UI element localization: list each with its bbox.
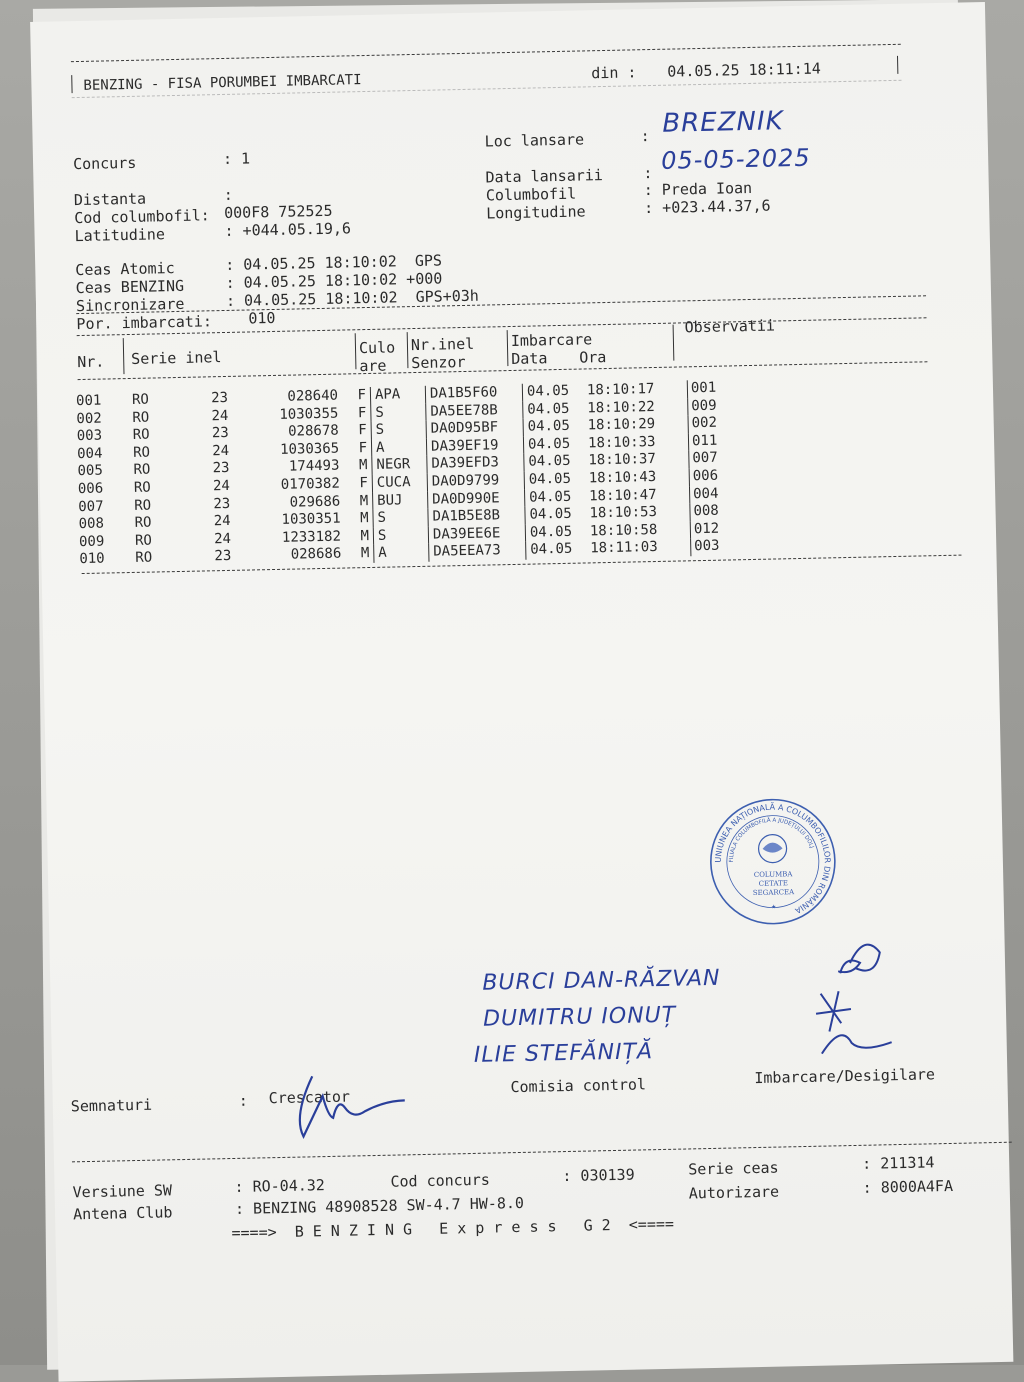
- header-are: are: [359, 356, 387, 376]
- cell-time: 18:11:03: [590, 539, 691, 559]
- header-data: Data: [511, 349, 548, 368]
- cell-year: 24: [212, 477, 231, 495]
- cell-sensor: DA39EFD3: [427, 454, 524, 474]
- benzing-banner: ====> B E N Z I N G E x p r e s s G 2 <====: [231, 1214, 675, 1243]
- handwritten-name-3: ILIE STEFĂNIȚĂ: [473, 1039, 654, 1068]
- stamp-center-line2: CETATE: [758, 879, 788, 888]
- cell-color: S: [371, 421, 426, 440]
- cell-country: RO: [134, 514, 152, 532]
- cell-sex: M: [339, 457, 372, 475]
- header-ora: Ora: [579, 348, 607, 367]
- distanta-label: Distanta: [73, 189, 147, 210]
- cell-time: 18:10:37: [588, 451, 689, 471]
- cell-obs: 002: [691, 414, 718, 432]
- concurs-value: : 1: [222, 149, 251, 168]
- cell-obs: 003: [694, 538, 720, 555]
- cell-year: 23: [211, 425, 229, 442]
- cell-year: 24: [212, 442, 230, 460]
- ceas-benzing-label: Ceas BENZING: [75, 276, 185, 298]
- cod-concurs-value: : 030139: [562, 1165, 635, 1186]
- commission-signatures: [809, 932, 902, 1074]
- cell-sex: M: [341, 528, 374, 546]
- cell-sensor: DA1B5F60: [425, 384, 522, 404]
- loc-lansare-label: Loc lansare: [484, 130, 585, 151]
- cell-country: RO: [132, 409, 150, 426]
- columbofil-label: Columbofil: [485, 184, 577, 205]
- cell-time: 18:10:17: [587, 380, 688, 400]
- pigeons-table: [76, 379, 755, 569]
- cell-sex: M: [340, 492, 373, 510]
- handwritten-name-2: DUMITRU IONUȚ: [482, 1002, 677, 1032]
- cell-sex: M: [340, 510, 373, 528]
- cell-country: RO: [133, 461, 151, 479]
- versiune-sw-label: Versiune SW: [72, 1181, 173, 1202]
- cell-color: CUCA: [372, 474, 427, 493]
- cell-sensor: DA5EEA73: [429, 542, 526, 562]
- cell-date: 04.05: [528, 453, 571, 471]
- cell-date: 04.05: [527, 400, 570, 418]
- cell-sex: M: [341, 545, 374, 563]
- cell-country: RO: [131, 391, 150, 408]
- stamp-center-line1: COLUMBA: [753, 870, 793, 880]
- cell-time: 18:10:33: [588, 433, 689, 453]
- stamp-inner-text: FILIALA COLUMBOFILĂ A JUDEȚULUI DOLJ: [728, 817, 815, 863]
- cell-ring: 1030365: [279, 440, 340, 458]
- cell-ring: 0170382: [280, 475, 341, 493]
- union-stamp: [707, 795, 840, 928]
- cod-columbofil-value: 000F8 752525: [223, 201, 333, 222]
- stamp-center-line3: SEGARCEA: [752, 888, 795, 898]
- cell-color: APA: [370, 386, 425, 405]
- cell-country: RO: [135, 549, 153, 567]
- header-nr: Nr.: [77, 352, 105, 372]
- cell-obs: 001: [690, 379, 717, 397]
- header-nr-inel: Nr.inel: [410, 334, 475, 355]
- longitudine-label: Longitudine: [486, 202, 586, 223]
- header-imbarcare: Imbarcare: [510, 330, 593, 350]
- cell-nr: 009: [78, 533, 105, 550]
- cell-obs: 009: [691, 397, 717, 414]
- distanta-value: :: [223, 185, 233, 204]
- crescator-label: Crescator: [268, 1087, 351, 1108]
- cell-country: RO: [134, 497, 152, 514]
- cell-date: 04.05: [528, 470, 572, 488]
- cell-date: 04.05: [529, 505, 572, 523]
- handwritten-name-1: BURCI DAN-RĂZVAN: [482, 965, 721, 996]
- cell-year: 24: [213, 530, 232, 548]
- cell-color: S: [373, 527, 428, 546]
- sincronizare-label: Sincronizare: [75, 294, 185, 316]
- serie-ceas-value: : 211314: [862, 1153, 935, 1173]
- cell-obs: 006: [692, 467, 719, 485]
- cell-time: 18:10:22: [587, 398, 688, 418]
- header-divider-serie: [355, 333, 357, 369]
- header-divider-imbarcare: [673, 325, 675, 361]
- date-label: din :: [591, 63, 637, 83]
- header-observatii: Observatii: [684, 316, 776, 337]
- cell-country: RO: [134, 532, 153, 549]
- stamp-bird-icon: [762, 842, 782, 852]
- columbofil-value: : Preda Ioan: [643, 178, 753, 200]
- header-senzor: Senzor: [411, 352, 466, 373]
- cell-date: 04.05: [526, 382, 570, 400]
- header-serie-inel: Serie inel: [130, 348, 222, 368]
- cell-ring: 029686: [289, 493, 341, 511]
- latitudine-value: : +044.05.19,6: [224, 219, 352, 240]
- cod-columbofil-label: Cod columbofil:: [74, 206, 210, 228]
- versiune-sw-value: : RO-04.32: [234, 1176, 326, 1196]
- cell-sensor: DA0D9799: [427, 472, 524, 492]
- cell-obs: 011: [691, 432, 718, 450]
- cell-nr: 003: [76, 427, 103, 445]
- cell-color: A: [374, 544, 429, 563]
- cell-nr: 010: [79, 550, 105, 568]
- cell-obs: 007: [692, 450, 718, 467]
- cell-year: 23: [210, 389, 229, 407]
- ceas-atomic-value: : 04.05.25 18:10:02 GPS: [225, 251, 443, 274]
- autorizare-value: : 8000A4FA: [862, 1176, 954, 1197]
- cell-year: 23: [214, 548, 232, 565]
- cell-nr: 006: [77, 480, 104, 498]
- cell-color: S: [371, 403, 426, 422]
- imbarcare-desigilare-label: Imbarcare/Desigilare: [754, 1065, 936, 1088]
- cell-date: 04.05: [528, 488, 572, 506]
- cell-year: 23: [213, 495, 231, 512]
- serie-ceas-label: Serie ceas: [688, 1158, 779, 1179]
- clocks-dashed-line: [76, 295, 926, 314]
- sincronizare-value: : 04.05.25 18:10:02 GPS+03h: [225, 286, 479, 310]
- cell-sensor: DA39EE6E: [428, 524, 525, 544]
- cell-ring: 1030351: [281, 510, 341, 528]
- cell-sex: F: [340, 475, 373, 493]
- cell-time: 18:10:29: [588, 415, 689, 435]
- header-right-bar: [897, 56, 898, 74]
- cell-sensor: DA39EF19: [426, 437, 523, 457]
- cell-color: BUJ: [373, 491, 428, 510]
- cell-country: RO: [132, 426, 150, 444]
- cell-sensor: DA0D95BF: [426, 419, 523, 439]
- cell-color: A: [371, 439, 426, 458]
- cell-obs: 012: [693, 520, 720, 537]
- cell-year: 24: [213, 513, 231, 530]
- antena-club-label: Antena Club: [72, 1203, 173, 1224]
- cell-ring: 174493: [288, 457, 340, 476]
- cell-nr: 007: [78, 498, 104, 515]
- cell-sensor: DA5EE78B: [426, 401, 523, 421]
- ceas-benzing-value: : 04.05.25 18:10:02 +000: [225, 269, 443, 292]
- header-divider-senzor: [507, 330, 509, 366]
- comisia-control-label: Comisia control: [510, 1075, 647, 1097]
- longitudine-value: : +023.44.37,6: [643, 196, 771, 218]
- cell-ring: 1030355: [279, 405, 339, 423]
- antena-club-value: : BENZING 48908528 SW-4.7 HW-8.0: [234, 1193, 525, 1218]
- cell-sex: F: [338, 387, 371, 405]
- cell-date: 04.05: [529, 523, 573, 541]
- cell-nr: 001: [75, 392, 102, 410]
- cell-year: 23: [212, 460, 230, 477]
- cell-country: RO: [132, 444, 151, 461]
- crescator-signature: [272, 1064, 424, 1147]
- cod-concurs-label: Cod concurs: [390, 1170, 490, 1191]
- cell-nr: 008: [78, 515, 105, 533]
- concurs-label: Concurs: [72, 153, 137, 174]
- cell-ring: 028678: [287, 422, 339, 440]
- cell-country: RO: [133, 479, 151, 496]
- stamp-ring-text: UNIUNEA NAȚIONALĂ A COLUMBOFILILOR DIN ROMÂNIA: [713, 802, 832, 916]
- cell-sensor: DA0D990E: [428, 489, 525, 509]
- cell-year: 24: [211, 407, 229, 424]
- data-lansarii-label: Data lansarii: [485, 166, 604, 187]
- print-date: 04.05.25 18:11:14: [667, 59, 821, 81]
- cell-nr: 002: [76, 410, 102, 427]
- cell-sex: F: [339, 422, 372, 440]
- cell-color: S: [373, 509, 428, 528]
- cell-sex: F: [339, 440, 372, 458]
- cell-date: 04.05: [527, 417, 571, 435]
- header-divider-culoare: [407, 332, 409, 368]
- latitudine-label: Latitudine: [74, 225, 166, 246]
- cell-time: 18:10:58: [590, 521, 691, 541]
- cell-date: 04.05: [527, 435, 571, 453]
- stamp-star-icon: ★: [771, 901, 777, 911]
- document-sheet: [30, 2, 1013, 1382]
- semnaturi-sep: :: [238, 1091, 248, 1110]
- semnaturi-label: Semnaturi: [70, 1095, 153, 1116]
- cell-time: 18:10:53: [589, 503, 690, 523]
- porumbei-imbarcati-label: Por. imbarcati:: [76, 312, 213, 334]
- cell-sex: F: [338, 405, 371, 423]
- porumbei-imbarcati-count: 010: [248, 308, 276, 328]
- loc-lansare-handwritten: BREZNIK: [662, 106, 784, 139]
- loc-lansare-sep: :: [640, 127, 650, 146]
- cell-nr: 004: [76, 445, 103, 462]
- autorizare-label: Autorizare: [688, 1182, 780, 1203]
- ceas-atomic-label: Ceas Atomic: [75, 259, 175, 280]
- cell-obs: 008: [693, 502, 719, 520]
- cell-sensor: DA1B5E8B: [428, 507, 525, 527]
- cell-nr: 005: [77, 462, 103, 480]
- data-lansarii-handwritten: 05-05-2025: [660, 143, 811, 175]
- cell-ring: 028686: [290, 545, 342, 564]
- cell-date: 04.05: [530, 541, 573, 558]
- cell-time: 18:10:47: [589, 486, 690, 506]
- cell-ring: 1233182: [281, 528, 342, 546]
- cell-color: NEGR: [372, 456, 427, 475]
- header-divider-nr: [123, 338, 125, 374]
- cell-ring: 028640: [287, 387, 339, 405]
- cell-time: 18:10:43: [589, 468, 690, 488]
- data-lansarii-sep: :: [643, 164, 653, 183]
- header-culo: Culo: [358, 338, 396, 358]
- document-title: BENZING - FISA PORUMBEI IMBARCATI: [83, 72, 362, 94]
- cell-obs: 004: [692, 485, 719, 502]
- header-left-bar: [71, 75, 72, 93]
